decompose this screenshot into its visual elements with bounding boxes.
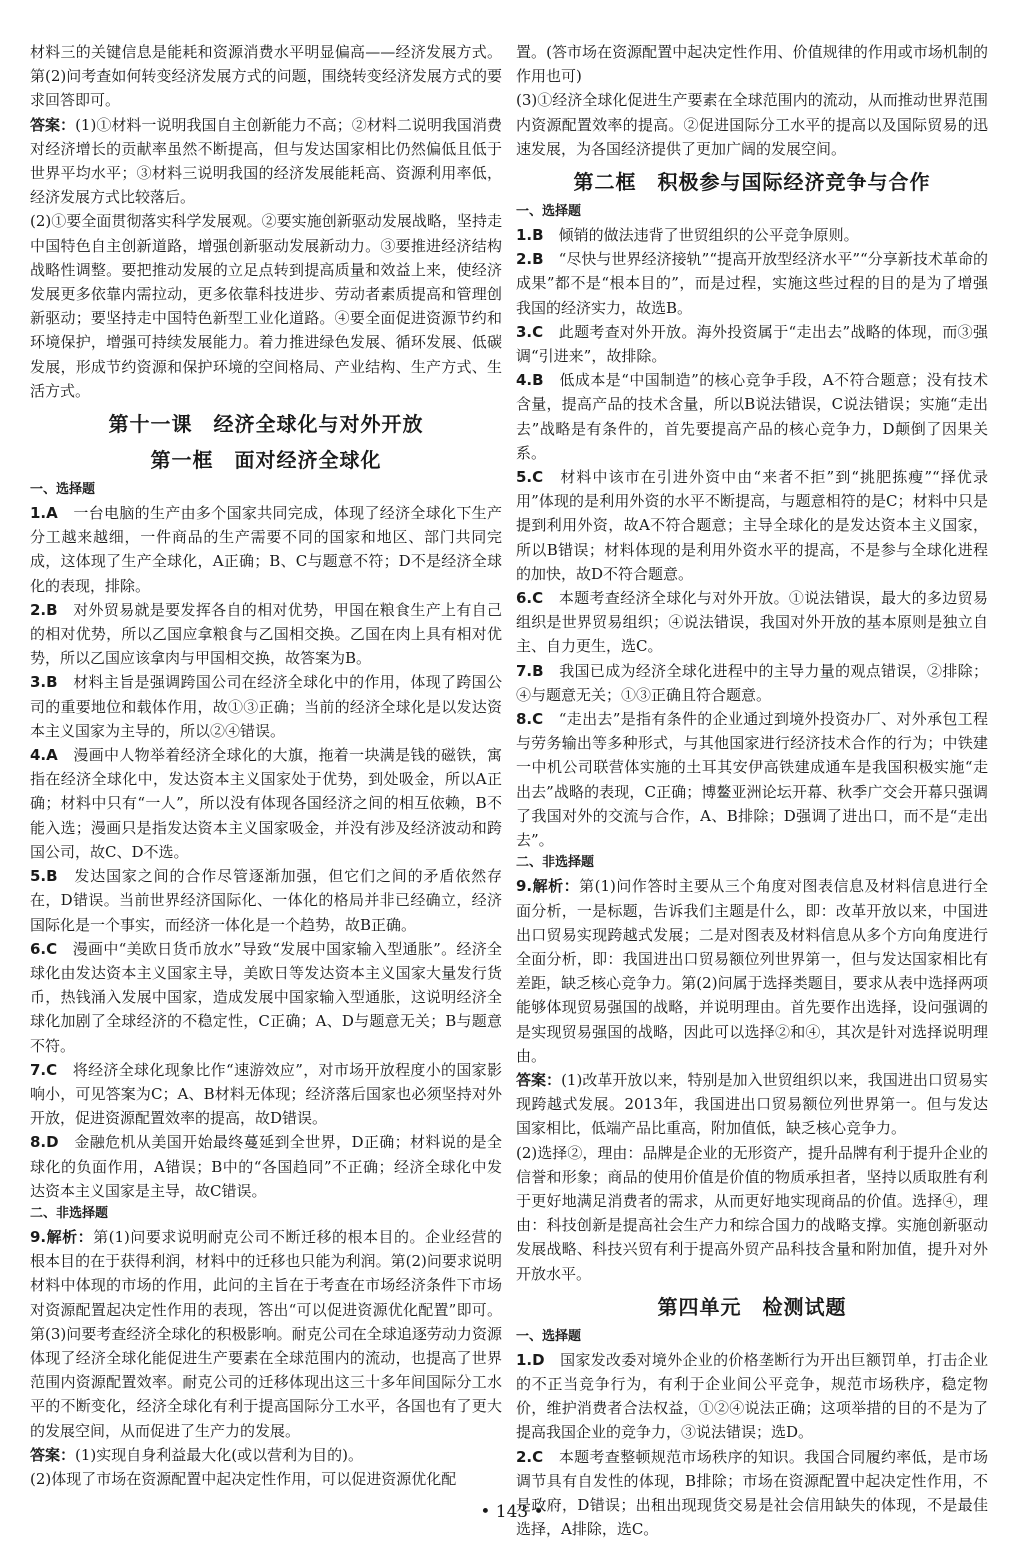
subsection-heading: 一、选择题 <box>516 204 582 220</box>
item-label: 5.B <box>30 867 58 886</box>
item-text: 金融危机从美国开始最终蔓延到全世界，D正确；材料说的是全球化的负面作用，A错误；B中的“各国趋同”不正确；经济全球化中发达资本主义国家是主导，故C错误。 <box>30 1133 502 1200</box>
answer-paragraph <box>30 1225 502 1443</box>
answer-paragraph <box>30 937 502 1058</box>
answer-paragraph <box>516 874 988 1068</box>
item-text: (2)①要全面贯彻落实科学发展观。②要实施创新驱动发展战略，坚持走中国特色自主创新道路，增强创新驱动发展新动力。③要推进经济结构战略性调整。要把推动发展的立足点转到提高质量和效益上来，使经济发展更多依靠内需拉动，更多依靠科技进步、劳动者素质提高和管理创新驱动；要坚持走中国特色新型工业化道路。④要全面促进资源节约和环境保护，增强可持续发展能力。着力推进绿色发展、循环发展、低碳发展，形成节约资源和保护环境的空间格局、产业结构、生产方式、生活方式。 <box>30 212 502 400</box>
item-label: 7.C <box>30 1060 58 1079</box>
item-label: 4.B <box>516 371 544 390</box>
answer-paragraph <box>516 707 988 852</box>
answer-paragraph <box>516 1348 988 1445</box>
answer-paragraph <box>516 465 988 586</box>
item-label: 2.C <box>516 1447 544 1466</box>
item-label: 9.解析： <box>30 1227 94 1246</box>
answer-paragraph <box>516 320 988 368</box>
answer-paragraph <box>30 501 502 598</box>
subsection-heading: 二、非选择题 <box>30 1205 109 1221</box>
answer-paragraph <box>516 659 988 707</box>
answer-paragraph <box>516 1445 988 1541</box>
item-text: (1)改革开放以来，特别是加入世贸组织以来，我国进出口贸易实现跨越式发展。2013年，我国进出口贸易额位列世界第一。但与发达国家相比，低端产品比重高，附加值低，缺乏核心竞争力。 <box>516 1070 988 1138</box>
answer-paragraph <box>30 1467 502 1491</box>
item-text: 漫画中人物举着经济全球化的大旗，拖着一块满是钱的磁铁，寓指在经济全球化中，发达资本主义国家处于优势，到处吸金，所以A正确；材料中只有“一人”，所以没有体现各国经济之间的相互依赖，B不能入选；漫画只是指发达资本主义国家吸金，并没有涉及经济波动和跨国公司，故C、D不选。 <box>30 746 502 861</box>
answer-paragraph <box>516 1068 988 1141</box>
item-text: 材料中该市在引进外资中由“来者不拒”到“挑肥拣瘦”“择优录用”体现的是利用外资的水平不断提高，与题意相符的是C；材料中只是提到利用外资，故A不符合题意；主导全球化的是发达资本主义国家，所以B错误；材料体现的是利用外资水平的提高，不是参与全球化进程的加快，故D不符合题意。 <box>516 468 988 583</box>
item-label: 3.C <box>516 322 544 341</box>
answer-paragraph <box>30 670 502 743</box>
subsection-heading: 一、选择题 <box>30 482 96 498</box>
item-label: 1.A <box>30 504 58 523</box>
left-column <box>30 40 502 1491</box>
item-text: 第(1)问要求说明耐克公司不断迁移的根本目的。企业经营的根本目的在于获得利润，材料中的迁移也只能为利润。第(2)问要求说明材料中体现的市场的作用，此问的主旨在于考查在市场经济条件下市场对资源配置起决定性作用的表现，答出“可以促进资源优化配置”即可。第(3)问要考查经济全球化的积极影响。耐克公司在全球追逐劳动力资源体现了经济全球化能促进生产要素在全球范围内的流动，也提高了世界范围内资源配置效率。耐克公司的迁移体现出这三十多年间国际分工水平的不断变化，经济全球化有利于提高国际分工水平，各国也有了更大的发展空间，从而促进了生产力的发展。 <box>30 1227 502 1440</box>
answer-paragraph <box>516 247 988 320</box>
item-text: 国家发改委对境外企业的价格垄断行为开出巨额罚单，打击企业的不正当竞争行为，有利于企业间公平竞争，规范市场秩序，稳定物价，维护消费者合法权益，①②④说法正确；这项举措的目的不是为了提高我国企业的竞争力，③说法错误；选D。 <box>516 1350 988 1442</box>
answer-paragraph <box>516 88 988 161</box>
item-text: 将经济全球化现象比作“速游效应”，对市场开放程度小的国家影响小，可见答案为C；A、B材料无体现；经济落后国家也必须坚持对外开放，促进资源配置效率的提高，故D错误。 <box>30 1060 502 1128</box>
answer-paragraph <box>30 1130 502 1203</box>
answer-paragraph <box>516 368 988 465</box>
item-label: 1.D <box>516 1350 545 1369</box>
answer-paragraph <box>30 1443 502 1467</box>
section-title: 第十一课 经济全球化与对外开放 <box>108 412 424 437</box>
item-text: “走出去”是指有条件的企业通过到境外投资办厂、对外承包工程与劳务输出等多种形式，与其他国家进行经济技术合作的行为；中铁建一中机公司联营体实施的土耳其安伊高铁建成通车是我国积极实施“走出去”战略的表现，C正确；博鳌亚洲论坛开幕、秋季广交会开幕只强调了我国对外的交流与合作，A、B排除；D强调了进出口，而不是“走出去”。 <box>516 710 988 850</box>
answer-paragraph <box>30 1058 502 1131</box>
section-title: 第二框 积极参与国际经济竞争与合作 <box>573 170 931 195</box>
subsection-heading: 一、选择题 <box>516 1328 582 1344</box>
item-text: 对外贸易就是要发挥各自的相对优势，甲国在粮食生产上有自己的相对优势，所以乙国应拿粮食与乙国相交换。乙国在肉上具有相对优势，所以乙国应该拿肉与甲国相交换，故答案为B。 <box>30 600 502 668</box>
item-text: 倾销的做法违背了世贸组织的公平竞争原则。 <box>543 226 859 245</box>
answer-paragraph <box>30 598 502 671</box>
item-label: 9.解析： <box>516 877 580 896</box>
item-label: 1.B <box>516 226 544 245</box>
item-text: 我国已成为经济全球化进程中的主导力量的观点错误，②排除；④与题意无关；①③正确且符合题意。 <box>516 661 988 704</box>
item-text: 低成本是“中国制造”的核心竞争手段，A不符合题意；没有技术含量，提高产品的技术含量，所以B说法错误，C说法错误；实施“走出去”战略是有条件的，首先要提高产品的核心竞争力，D颠倒了因果关系。 <box>516 371 988 462</box>
item-text: 本题考查经济全球化与对外开放。①说法错误，最大的多边贸易组织是世界贸易组织；④说法错误，我国对外开放的基本原则是独立自主、自力更生，选C。 <box>516 589 988 656</box>
answer-paragraph <box>30 864 502 937</box>
item-text: 此题考查对外开放。海外投资属于“走出去”战略的体现，而③强调“引进来”，故排除。 <box>516 322 988 366</box>
subsection-heading: 二、非选择题 <box>516 855 595 871</box>
item-label: 6.C <box>30 939 58 958</box>
item-text: (1)实现自身利益最大化(或以营利为目的)。 <box>75 1445 363 1464</box>
answer-paragraph <box>516 223 988 247</box>
item-label: 答案： <box>516 1070 562 1089</box>
item-label: 8.C <box>516 710 544 729</box>
item-label: 5.C <box>516 468 544 487</box>
item-text: 漫画中“美欧日货币放水”导致“发展中国家输入型通胀”。经济全球化由发达资本主义国家主导，美欧日等发达资本主义国家大量发行货币，热钱涌入发展中国家，造成发展中国家输入型通胀，这说明经济全球化加剧了全球经济的不稳定性，C正确；A、D与题意无关；B与题意不符。 <box>30 939 502 1055</box>
answer-paragraph <box>30 209 502 403</box>
item-label: 6.C <box>516 589 544 608</box>
item-text: 第(1)问作答时主要从三个角度对图表信息及材料信息进行全面分析，一是标题，告诉我们主题是什么，即：改革开放以来，中国进出口贸易实现跨越式发展；二是对图表及材料信息从多个方向角度进行全面分析，即：我国进出口贸易额位列世界第一，但与发达国家相比有差距，缺乏核心竞争力。第(2)问属于选择类题目，要求从表中选择两项能够体现贸易强国的战略，并说明理由。首先要作出选择，设问强调的是实现贸易强国的战略，因此可以选择②和④，其次是针对选择说明理由。 <box>516 877 988 1065</box>
item-text: (3)①经济全球化促进生产要素在全球范围内的流动，从而推动世界范围内资源配置效率的提高。②促进国际分工水平的提高以及国际贸易的迅速发展，为各国经济提供了更加广阔的发展空间。 <box>516 91 988 158</box>
item-text: 置。(答市场在资源配置中起决定性作用、价值规律的作用或市场机制的作用也可) <box>516 43 988 86</box>
item-text: 发达国家之间的合作尽管逐渐加强，但它们之间的矛盾依然存在，D错误。当前世界经济国际化、一体化的格局并非已经确立，经济国际化是一个事实，而经济一体化是一个趋势，故B正确。 <box>30 867 502 934</box>
item-label: 2.B <box>30 600 58 619</box>
answer-paragraph <box>30 113 502 210</box>
item-label: 7.B <box>516 661 544 680</box>
item-text: 材料三的关键信息是能耗和资源消费水平明显偏高——经济发展方式。第(2)问考查如何转变经济发展方式的问题，围绕转变经济发展方式的要求回答即可。 <box>30 43 502 110</box>
item-label: 8.D <box>30 1133 59 1152</box>
answer-paragraph <box>30 40 502 113</box>
item-text: 材料主旨是强调跨国公司在经济全球化中的作用，体现了跨国公司的重要地位和载体作用，故①③正确；当前的经济全球化是以发达资本主义国家为主导的，所以②④错误。 <box>30 673 502 740</box>
item-label: 答案： <box>30 1445 76 1464</box>
item-text: 本题考查整顿规范市场秩序的知识。我国合同履约率低，是市场调节具有自发性的体现，B排除；市场在资源配置中起决定性作用，不是政府，D错误；出租出现现货交易是社会信用缺失的体现，不是最佳选择，A排除，选C。 <box>516 1447 988 1539</box>
item-text: (2)体现了市场在资源配置中起决定性作用，可以促进资源优化配 <box>30 1469 457 1488</box>
answer-paragraph <box>516 1141 988 1286</box>
item-label: 答案： <box>30 115 76 134</box>
page-number: • 143 • <box>480 1502 544 1522</box>
item-label: 2.B <box>516 250 544 269</box>
item-label: 3.B <box>30 673 58 692</box>
item-label: 4.A <box>30 746 58 765</box>
item-text: “尽快与世界经济接轨”“提高开放型经济水平”“分享新技术革命的成果”都不是“根本目的”，而是过程，实施这些过程的目的是为了增强我国的经济实力，故选B。 <box>516 250 988 317</box>
answer-paragraph <box>30 743 502 864</box>
answer-paragraph <box>516 40 988 88</box>
section-title: 第四单元 检测试题 <box>657 1294 847 1319</box>
right-column <box>516 40 988 1541</box>
item-text: (2)选择②，理由：品牌是企业的无形资产，提升品牌有利于提升企业的信誉和形象；商品的使用价值是价值的物质承担者，坚持以质取胜有利于更好地满足消费者的需求，从而更好地实现商品的价值。选择④，理由：科技创新是提高社会生产力和综合国力的战略支撑。实施创新驱动发展战略、科技兴贸有利于提高外贸产品科技含量和附加值，提升对外开放水平。 <box>516 1143 988 1283</box>
answer-paragraph <box>516 586 988 659</box>
item-text: 一台电脑的生产由多个国家共同完成，体现了经济全球化下生产分工越来越细，一件商品的生产需要不同的国家和地区、部门共同完成，这体现了生产全球化，A正确；B、C与题意不符；D不是经济全球化的表现，排除。 <box>30 504 502 595</box>
section-title: 第一框 面对经济全球化 <box>150 448 382 473</box>
item-text: (1)①材料一说明我国自主创新能力不高；②材料二说明我国消费对经济增长的贡献率虽然不断提高，但与发达国家相比仍然偏低且低于世界平均水平；③材料三说明我国的经济发展能耗高、资源利用率低，经济发展方式比较落后。 <box>30 115 502 207</box>
